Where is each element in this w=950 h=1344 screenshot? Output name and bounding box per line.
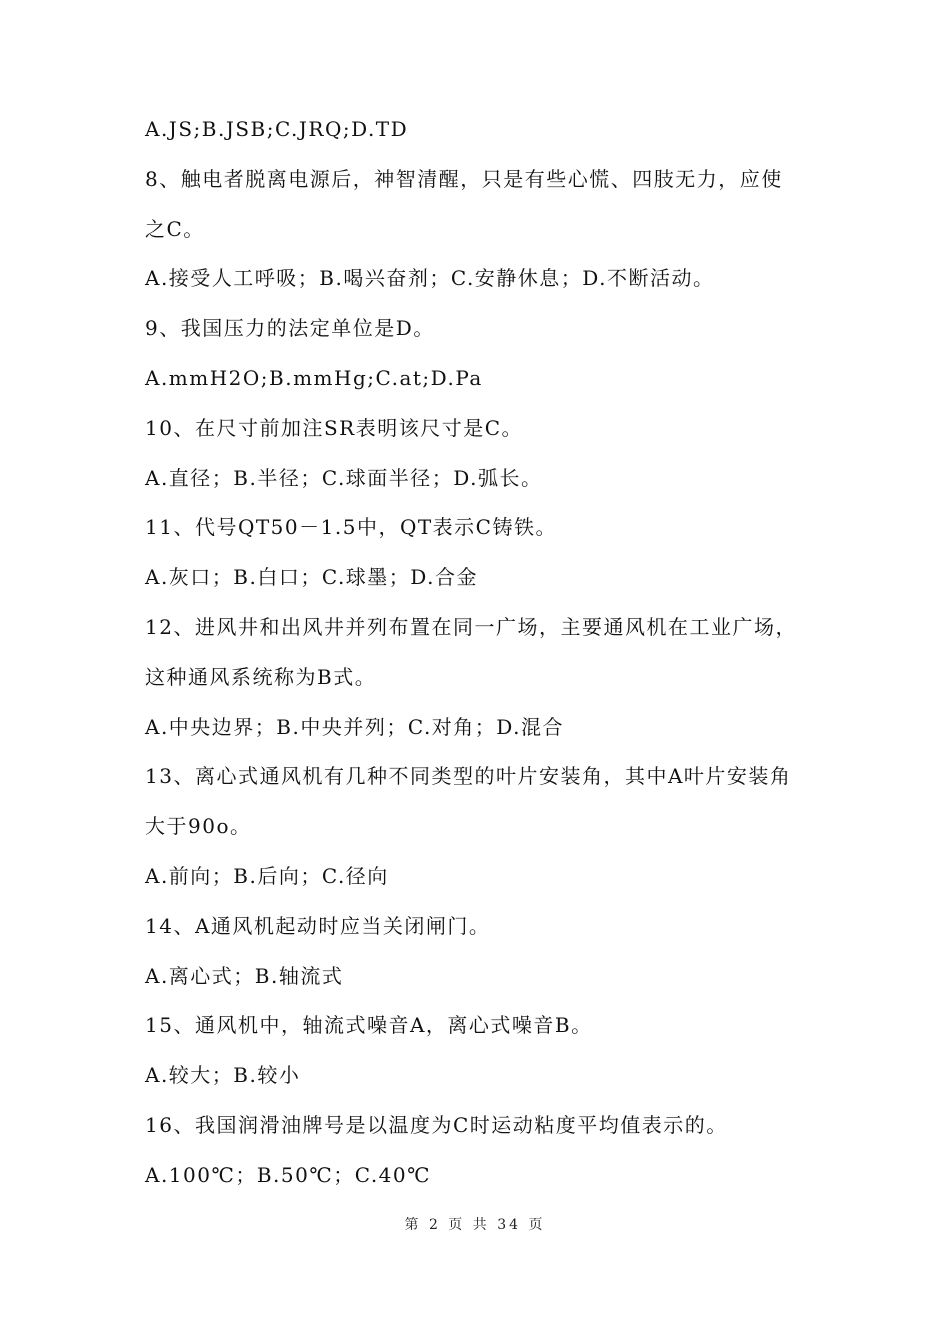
question-12-line-1: 12、进风井和出风井并列布置在同一广场，主要通风机在工业广场， bbox=[145, 614, 797, 639]
question-13-options: A.前向；B.后向；C.径向 bbox=[145, 863, 389, 888]
question-8-options: A.接受人工呼吸；B.喝兴奋剂；C.安静休息；D.不断活动。 bbox=[145, 266, 715, 291]
page-footer: 第 2 页 共 34 页 bbox=[404, 1217, 546, 1233]
question-15-options: A.较大；B.较小 bbox=[145, 1063, 301, 1088]
question-8-line-1: 8、触电者脱离电源后，神智清醒，只是有些心慌、四肢无力，应使 bbox=[145, 166, 783, 191]
question-16: 16、我国润滑油牌号是以温度为C时运动粘度平均值表示的。 bbox=[145, 1112, 728, 1137]
question-11: 11、代号QT50－1.5中，QT表示C铸铁。 bbox=[145, 515, 557, 540]
question-12-line-2: 这种通风系统称为B式。 bbox=[145, 664, 377, 689]
question-8-line-2: 之C。 bbox=[145, 216, 205, 241]
question-9-options: A.mmH2O;B.mmHg;C.at;D.Pa bbox=[145, 365, 483, 390]
document-body bbox=[145, 105, 815, 1201]
question-16-options: A.100℃；B.50℃；C.40℃ bbox=[145, 1162, 431, 1187]
question-14: 14、A通风机起动时应当关闭闸门。 bbox=[145, 913, 491, 938]
question-10: 10、在尺寸前加注SR表明该尺寸是C。 bbox=[145, 415, 524, 440]
question-12-options: A.中央边界；B.中央并列；C.对角；D.混合 bbox=[145, 714, 564, 739]
question-9: 9、我国压力的法定单位是D。 bbox=[145, 316, 435, 341]
question-14-options: A.离心式；B.轴流式 bbox=[145, 963, 344, 988]
question-11-options: A.灰口；B.白口；C.球墨；D.合金 bbox=[145, 565, 478, 590]
question-13-line-1: 13、离心式通风机有几种不同类型的叶片安装角，其中A叶片安装角 bbox=[145, 764, 792, 789]
question-15: 15、通风机中，轴流式噪音A，离心式噪音B。 bbox=[145, 1013, 593, 1038]
question-13-line-2: 大于90o。 bbox=[145, 814, 252, 839]
question-10-options: A.直径；B.半径；C.球面半径；D.弧长。 bbox=[145, 465, 543, 490]
text-line: A.JS;B.JSB;C.JRQ;D.TD bbox=[145, 117, 409, 141]
